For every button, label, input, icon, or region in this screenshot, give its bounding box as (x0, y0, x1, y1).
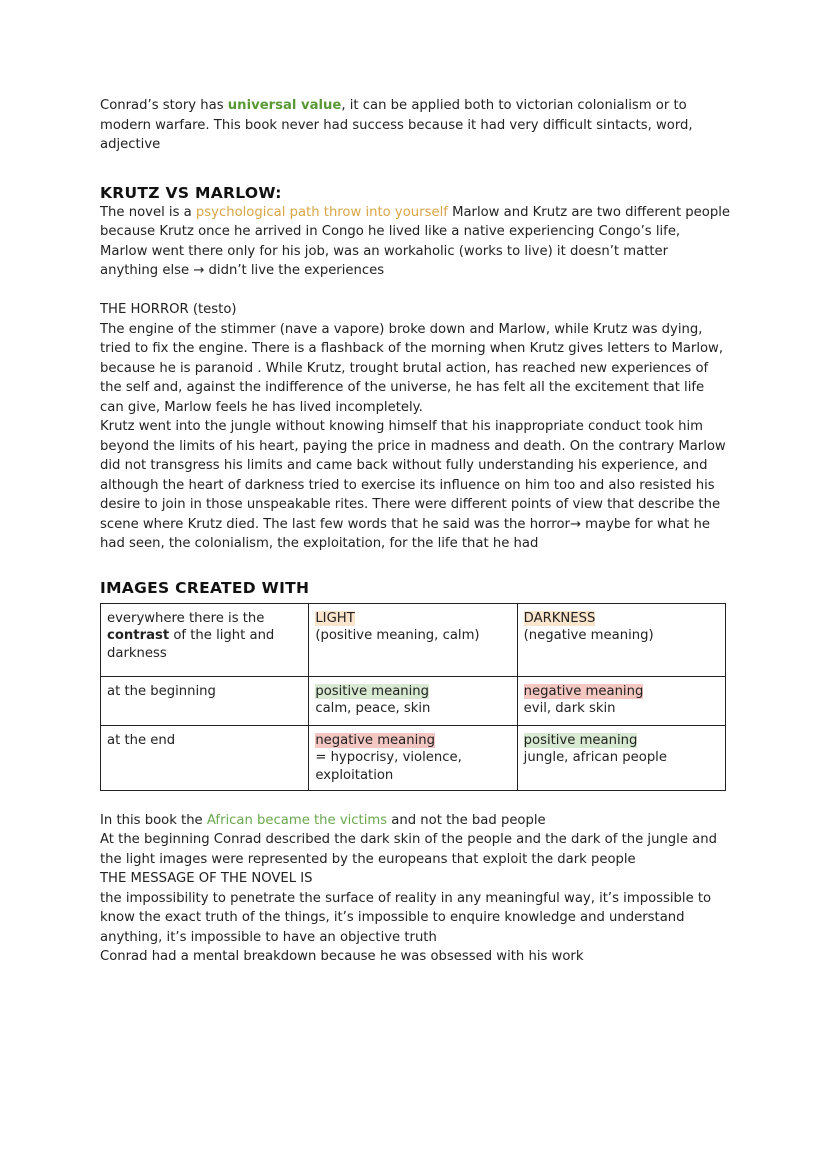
psychological-path-highlight: psychological path throw into yourself (195, 204, 448, 220)
intro-paragraph (100, 96, 730, 155)
table-cell (101, 603, 309, 676)
positive-meaning-label: positive meaning (523, 732, 638, 748)
darkness-label: DARKNESS (523, 610, 596, 626)
cell-text: jungle, african people (523, 750, 667, 765)
cell-text: (positive meaning, calm) (315, 628, 480, 643)
cell-text: everywhere there is the (107, 610, 265, 626)
table-cell: at the end (101, 725, 309, 790)
breakdown-paragraph: Conrad had a mental breakdown because he was obsessed with his work (100, 949, 584, 964)
table-row (101, 676, 726, 725)
universal-value-highlight: universal value (227, 98, 342, 113)
light-darkness-table (100, 603, 726, 791)
cell-text: (negative meaning) (523, 628, 654, 643)
positive-meaning-label: positive meaning (315, 683, 430, 699)
light-label: LIGHT (315, 610, 355, 626)
intro-text-start: Conrad’s story has (100, 98, 228, 113)
document-page (100, 96, 730, 967)
table-cell (309, 725, 517, 790)
table-row (101, 603, 726, 676)
victims-text-end: and not the bad people (387, 812, 546, 828)
table-cell (309, 676, 517, 725)
intro-text-end: , it can be applied both to victorian colonialism or to modern warfare. This book never had success because it had very difficult sintacts, word, adjective (100, 98, 693, 152)
horror-title: THE HORROR (testo) (100, 302, 237, 317)
krutz-vs-marlow-heading: KRUTZ VS MARLOW: (100, 183, 282, 202)
victims-highlight: African became the victims (206, 812, 388, 828)
table-cell (517, 725, 725, 790)
message-title: THE MESSAGE OF THE NOVEL IS (100, 871, 313, 886)
novel-paragraph (100, 203, 730, 281)
table-cell (309, 603, 517, 676)
cell-text: calm, peace, skin (315, 701, 431, 716)
table-cell: at the beginning (101, 676, 309, 725)
images-created-heading: IMAGES CREATED WITH (100, 578, 310, 597)
cell-text: of the light and darkness (107, 628, 275, 661)
cell-text: = hypocrisy, violence, exploitation (315, 750, 462, 783)
negative-meaning-label: negative meaning (315, 732, 435, 748)
table-row (101, 725, 726, 790)
table-cell (517, 603, 725, 676)
victims-paragraph (100, 811, 730, 831)
horror-paragraph-1: The engine of the stimmer (nave a vapore) broke down and Marlow, while Krutz was dying, tried to fix the engine. There is a flashback of the morning when Krutz gives letters to Marlow, because he is paranoid . While Krutz, trought brutal action, has reached new experiences of the self and, against the indifference of the universe, he has felt all the excitement that life can give, Marlow feels he has lived incompletely. (100, 321, 724, 415)
beginning-paragraph: At the beginning Conrad described the dark skin of the people and the dark of the jungle and the light images were represented by the europeans that exploit the dark people (100, 832, 717, 867)
table-cell (517, 676, 725, 725)
horror-paragraph-2: Krutz went into the jungle without knowing himself that his inappropriate conduct took him beyond the limits of his heart, paying the price in madness and death. On the contrary Marlow did not transgress his limits and came back without fully understanding his experience, and although the heart of darkness tried to exercise its influence on him too and also resisted his desire to join in those unspeakable rites. There were different points of view that describe the scene where Krutz died. The last few words that he said was the horror→ maybe for what he had seen, the colonialism, the exploitation, for the life that he had (100, 419, 726, 551)
contrast-bold: contrast (107, 628, 170, 643)
message-paragraph: the impossibility to penetrate the surface of reality in any meaningful way, it’s impossible to know the exact truth of the things, it’s impossible to enquire knowledge and understand anything, it’s impossible to have an objective truth (100, 890, 712, 945)
negative-meaning-label: negative meaning (523, 683, 644, 699)
cell-text: evil, dark skin (523, 701, 616, 716)
victims-text-start: In this book the (100, 812, 207, 828)
novel-text-end: Marlow and Krutz are two different people because Krutz once he arrived in Congo he lived like a native experiencing Congo’s life, Marlow went there only for his job, was an workaholic (works to live) it doesn’t matter anything else → didn’t live the experiences (100, 204, 731, 278)
novel-text-start: The novel is a (100, 204, 196, 220)
